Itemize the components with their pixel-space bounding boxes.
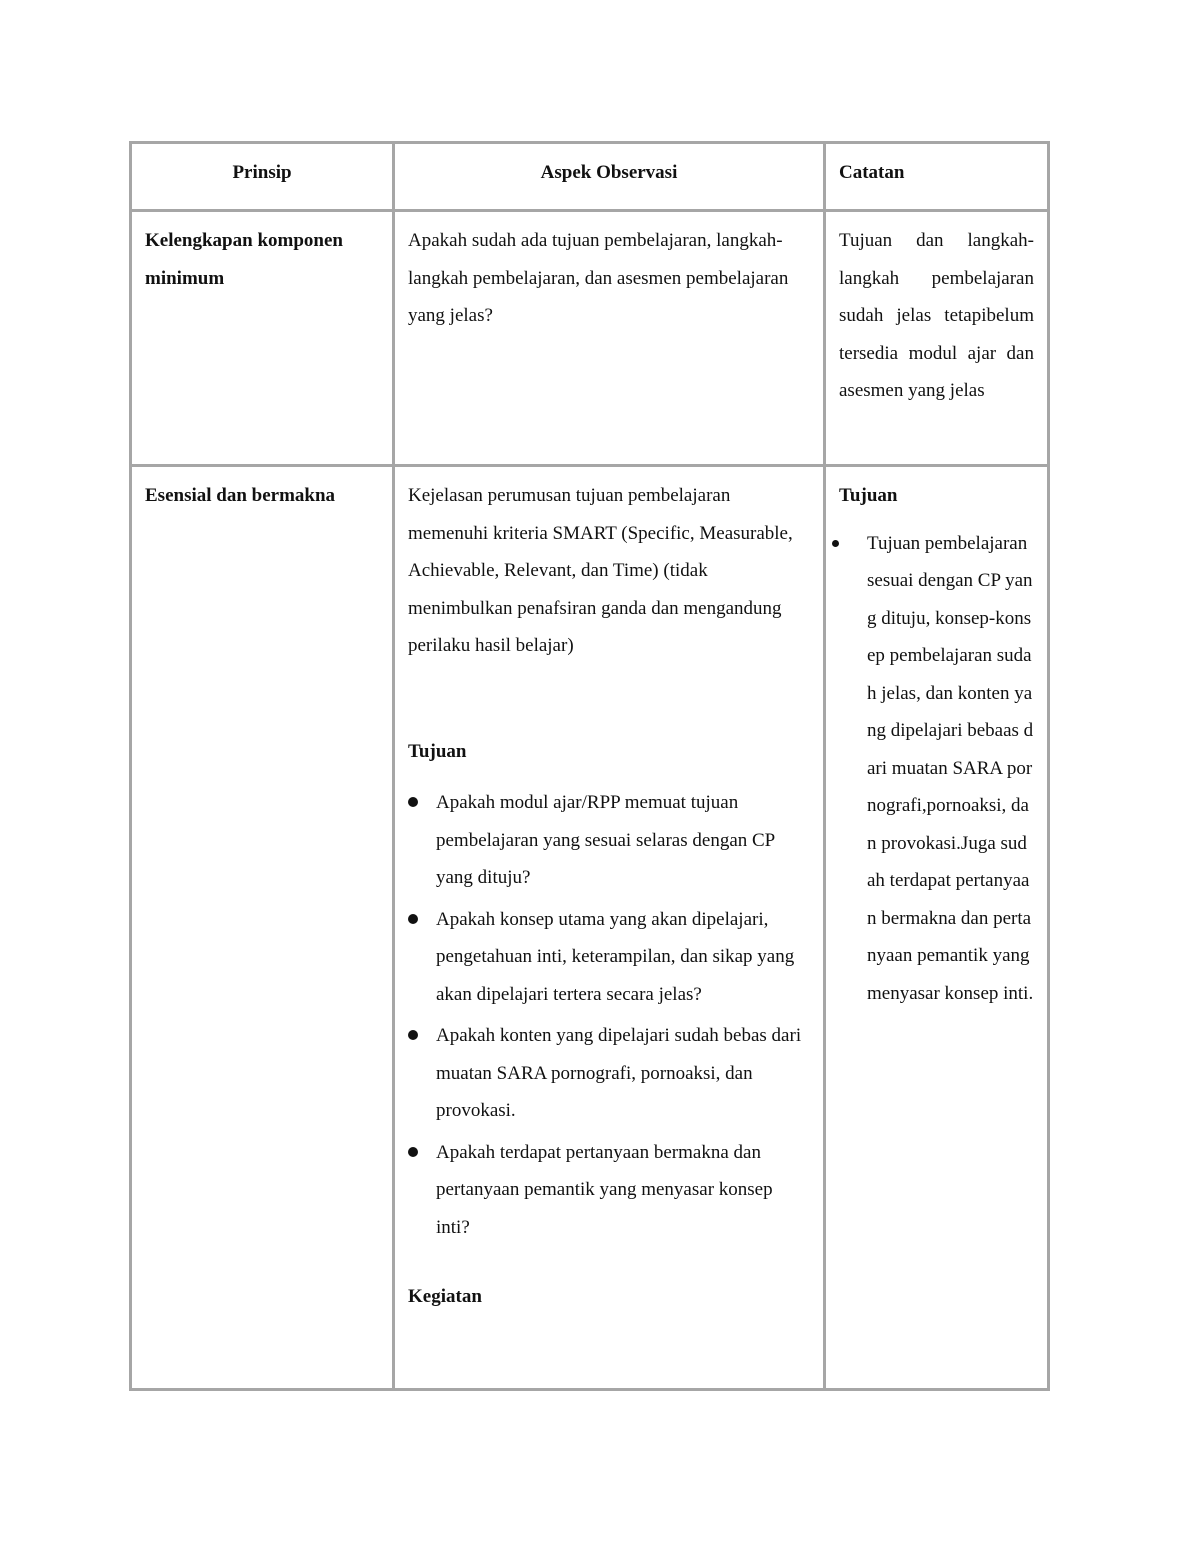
- cell-prinsip: [131, 211, 394, 466]
- cell-aspek: [394, 466, 825, 1390]
- list-item: [408, 1134, 810, 1247]
- prinsip-label: Kelengkapan komponen minimum: [145, 230, 343, 289]
- aspek-bullet-list: [408, 784, 810, 1246]
- prinsip-label: Esensial dan bermakna: [145, 485, 336, 506]
- header-aspek-observasi: Aspek Observasi: [540, 162, 678, 183]
- list-item: [408, 784, 810, 897]
- catatan-bullet-list: [829, 525, 1034, 1013]
- aspek-intro-text: Kejelasan perumusan tujuan pembelajaran memenuhi kriteria SMART (Specific, Measurable, Achievable, Relevant, dan Time) (tidak menimbulkan penafsiran ganda dan mengandung perilaku hasil belajar): [408, 485, 793, 656]
- table-header-row: [131, 143, 1049, 211]
- list-item-text: Tujuan pembelajaran sesuai dengan CP yang dituju, konsep-konsep pembelajaran sudah jelas, dan konten yang dipelajari bebaas dari muatan SARA pornografi,pornoaksi, dan provokasi.Juga sudah terdapat pertanyaan bermakna dan pertanyaan pemantik yang menyasar konsep inti.: [867, 532, 1034, 1004]
- cell-catatan: [825, 466, 1049, 1390]
- list-item: [408, 1017, 810, 1130]
- list-item-text: Apakah modul ajar/RPP memuat tujuan pembelajaran yang sesuai selaras dengan CP yang dituju?: [436, 792, 775, 888]
- bullet-icon: [408, 1030, 418, 1040]
- list-item-text: Apakah terdapat pertanyaan bermakna dan pertanyaan pemantik yang menyasar konsep inti?: [436, 1141, 773, 1238]
- catatan-title: Tujuan: [839, 485, 898, 506]
- cell-catatan: [825, 211, 1049, 466]
- observation-table: [129, 141, 1050, 1391]
- list-item-text: Apakah konsep utama yang akan dipelajari, pengetahuan inti, keterampilan, dan sikap yang akan dipelajari tertera secara jelas?: [436, 908, 795, 1005]
- cell-prinsip: [131, 466, 394, 1390]
- cell-aspek: [394, 211, 825, 466]
- aspek-section-title: Tujuan: [408, 740, 467, 762]
- aspek-text: Apakah sudah ada tujuan pembelajaran, langkah-langkah pembelajaran, dan asesmen pembelajaran yang jelas?: [408, 230, 789, 326]
- bullet-icon: [832, 540, 839, 547]
- header-cell-prinsip: [131, 143, 394, 211]
- bullet-icon: [408, 1147, 418, 1157]
- header-cell-aspek: [394, 143, 825, 211]
- header-catatan: Catatan: [839, 162, 905, 183]
- header-cell-catatan: [825, 143, 1049, 211]
- bullet-icon: [408, 797, 418, 807]
- list-item: [408, 901, 810, 1014]
- table-row: [131, 466, 1049, 1390]
- table-row: [131, 211, 1049, 466]
- aspek-next-section-title: Kegiatan: [408, 1286, 482, 1307]
- bullet-icon: [408, 914, 418, 924]
- list-item-text: Apakah konten yang dipelajari sudah bebas dari muatan SARA pornografi, pornoaksi, dan provokasi.: [436, 1025, 802, 1121]
- list-item: [829, 525, 1034, 1013]
- header-prinsip: Prinsip: [232, 162, 292, 183]
- catatan-text: Tujuan dan langkah-langkah pembelajaran sudah jelas tetapibelum tersedia modul ajar dan asesmen yang jelas: [839, 230, 1034, 401]
